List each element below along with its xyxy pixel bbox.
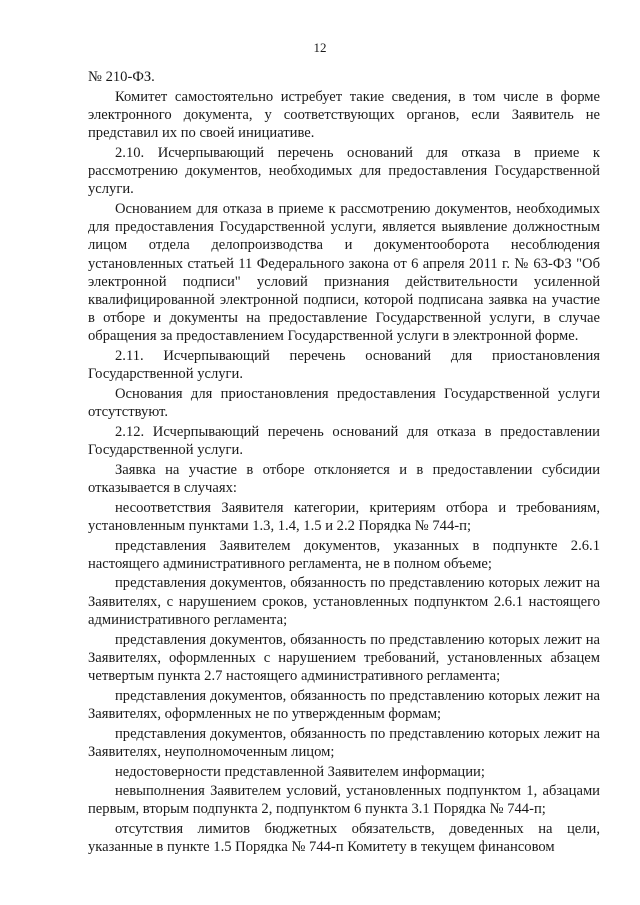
page-number: 12 xyxy=(313,40,327,55)
paragraph-committee-request: Комитет самостоятельно истребует такие сведения, в том числе в форме электронного документа, у соответствующих органов, если Заявитель не представил их по своей инициативе. xyxy=(88,88,600,142)
paragraph-suspension-grounds: Основания для приостановления предоставления Государственной услуги отсутствуют. xyxy=(88,385,600,421)
list-item-wrong-forms: представления документов, обязанность по представлению которых лежит на Заявителях, оформленных не по утвержденным формам; xyxy=(88,687,600,722)
paragraph-section-2-11: 2.11. Исчерпывающий перечень оснований для приостановления Государственной услуги. xyxy=(88,348,600,383)
paragraph-refusal-grounds: Основанием для отказа в приеме к рассмотрению документов, необходимых для предоставления Государственной услуги, является выявление должностным лицом отдела делопроизводства и документооборота несоблюдения установленных статьей 11 Федерального закона от 6 апреля 2011 г. № 63-ФЗ "Об электронной подписи" условий признания действительности усиленной квалифицированной электронной подписи, которой подписана заявка на участие в отборе и документы на предоставление Государственной услуги, в случае обращения за предоставлением Государственной услуги в электронной форме. xyxy=(88,200,600,345)
list-item-nonconformity: несоответствия Заявителя категории, критериям отбора и требованиям, установленным пунктами 1.3, 1.4, 1.5 и 2.2 Порядка № 744-п; xyxy=(88,499,600,534)
list-item-no-budget-limits: отсутствия лимитов бюджетных обязательств, доведенных на цели, указанные в пункте 1.5 Порядка № 744-п Комитету в текущем финансовом xyxy=(88,821,600,856)
list-item-conditions-not-met: невыполнения Заявителем условий, установленных подпунктом 1, абзацами первым, вторым подпункта 2, подпунктом 6 пункта 3.1 Порядка № 744-п; xyxy=(88,783,600,818)
paragraph-section-2-12: 2.12. Исчерпывающий перечень оснований для отказа в предоставлении Государственной услуги. xyxy=(88,423,600,459)
list-item-incomplete-documents: представления Заявителем документов, указанных в подпункте 2.6.1 настоящего административного регламента, не в полном объеме; xyxy=(88,537,600,572)
list-item-late-documents: представления документов, обязанность по представлению которых лежит на Заявителях, с нарушением сроков, установленных подпунктом 2.6.1 настоящего административного регламента; xyxy=(88,575,600,628)
list-item-false-information: недостоверности представленной Заявителем информации; xyxy=(115,763,485,780)
paragraph-law-reference: № 210-ФЗ. xyxy=(88,69,155,85)
document-body xyxy=(88,68,600,858)
paragraph-rejection-intro: Заявка на участие в отборе отклоняется и в предоставлении субсидии отказывается в случаях: xyxy=(88,461,600,496)
paragraph-section-2-10: 2.10. Исчерпывающий перечень оснований для отказа в приеме к рассмотрению документов, необходимых для предоставления Государственной услуги. xyxy=(88,144,600,198)
list-item-unauthorized-person: представления документов, обязанность по представлению которых лежит на Заявителях, неуполномоченным лицом; xyxy=(88,725,600,760)
list-item-improper-documents: представления документов, обязанность по представлению которых лежит на Заявителях, оформленных с нарушением требований, установленных абзацем четвертым пункта 2.7 настоящего административного регламента; xyxy=(88,631,600,684)
